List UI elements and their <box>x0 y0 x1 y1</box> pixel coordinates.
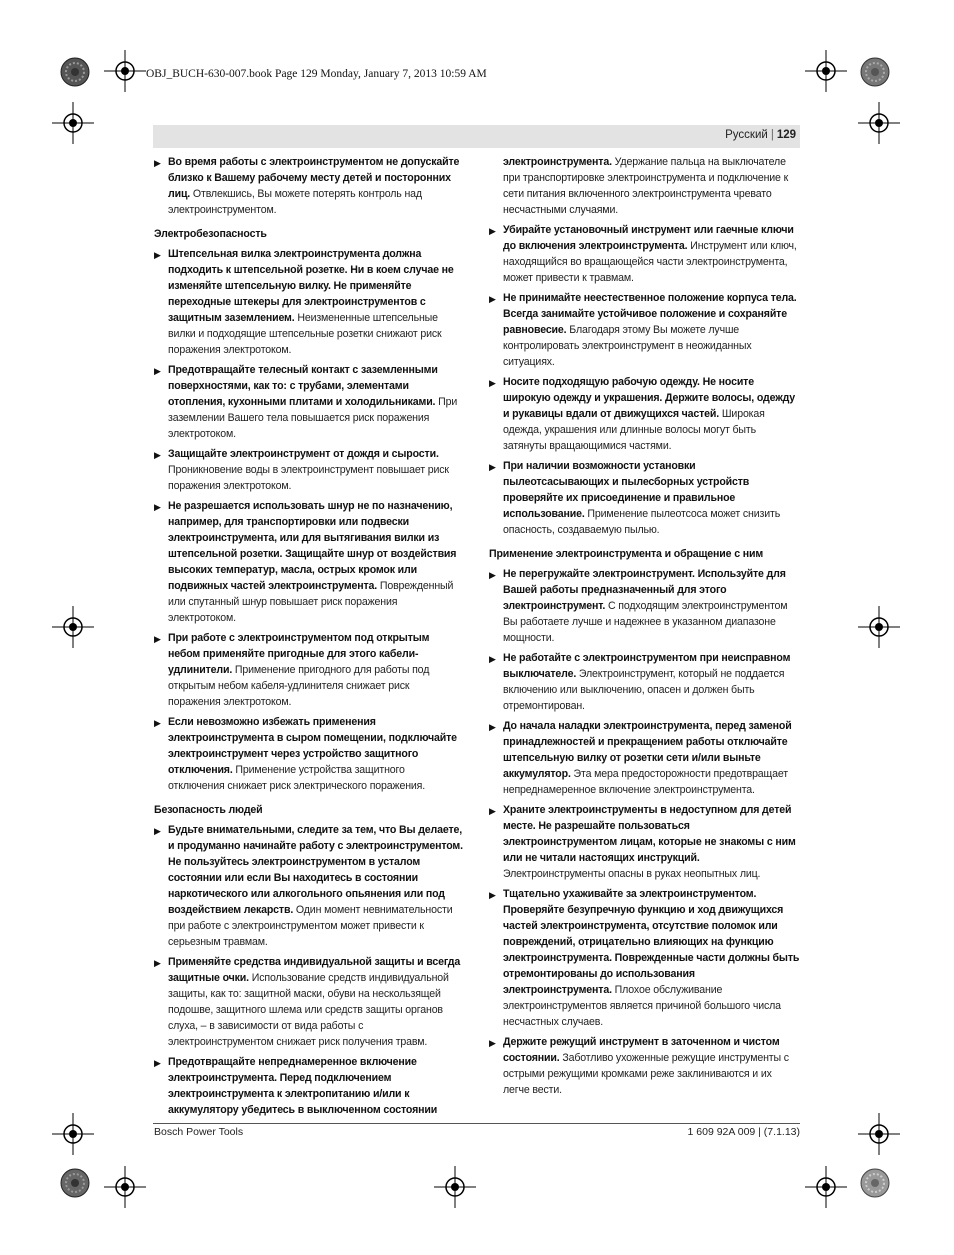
list-item <box>154 362 464 442</box>
item-text: Один момент невнимательности при работе с электроинструментом может привести к серьезным травмам. <box>168 904 453 948</box>
header-separator: | <box>770 129 774 141</box>
bullet-icon: ▶ <box>489 570 496 580</box>
calibration-disc-icon <box>60 57 90 87</box>
item-text: Широкая одежда, украшения или длинные волосы могут быть затянуты вращающимися частями. <box>503 408 765 452</box>
page-header <box>153 125 800 148</box>
item-text: Применение устройства защитного отключения снижает риск электрического поражения. <box>168 764 426 792</box>
calibration-disc-icon <box>60 1168 90 1198</box>
list-item <box>154 246 464 358</box>
registration-crosshair-icon <box>805 1166 847 1208</box>
list-item <box>154 154 464 218</box>
registration-crosshair-icon <box>52 1113 94 1155</box>
item-bold: Храните электроинструменты в недоступном для детей месте. Не разрешайте пользоваться электроинструментом лицам, которые не знакомы с ним или не читали настоящих инструкций. <box>503 804 796 864</box>
item-bold: Не работайте с электроинструментом при неисправном выключателе. <box>503 652 791 680</box>
header-text <box>725 129 796 141</box>
item-bold: электроинструмента. <box>503 156 612 168</box>
bullet-icon: ▶ <box>489 462 496 472</box>
item-text: С подходящим электроинструментом Вы работаете лучше и надежнее в указанном диапазоне мощности. <box>503 600 788 644</box>
item-bold: Держите режущий инструмент в заточенном и чистом состоянии. <box>503 1036 780 1064</box>
page-number: 129 <box>776 129 796 141</box>
registration-crosshair-icon <box>858 102 900 144</box>
list-item <box>154 446 464 494</box>
left-column <box>154 154 464 1122</box>
registration-crosshair-icon <box>104 1166 146 1208</box>
list-item <box>489 650 800 714</box>
item-bold: Не перегружайте электроинструмент. Используйте для Вашей работы предназначенный для этого электроинструмент. <box>503 568 786 612</box>
calibration-disc-icon <box>860 57 890 87</box>
bullet-icon: ▶ <box>154 158 161 168</box>
bullet-icon: ▶ <box>489 226 496 236</box>
list-item <box>489 458 800 538</box>
item-bold: При работе с электроинструментом под открытым небом применяйте пригодные для этого кабели-удлинители. <box>168 632 430 676</box>
footer-brand: Bosch Power Tools <box>154 1126 244 1138</box>
bullet-icon: ▶ <box>154 958 161 968</box>
right-column <box>489 154 800 1102</box>
bullet-icon: ▶ <box>154 502 161 512</box>
item-text: Удержание пальца на выключателе при транспортировке электроинструмента и подключение к сети питания включенного электроинструмента чревато несчастными случаями. <box>503 156 789 216</box>
item-text: Применение пылеотсоса может снизить опасность, создаваемую пылью. <box>503 508 781 536</box>
bullet-icon: ▶ <box>154 718 161 728</box>
item-bold: Защищайте электроинструмент от дождя и сырости. <box>168 448 439 460</box>
registration-crosshair-icon <box>858 1113 900 1155</box>
item-bold: Во время работы с электроинструментом не допускайте близко к Вашему рабочему месту детей и посторонних лиц. <box>168 156 460 200</box>
print-line: OBJ_BUCH-630-007.book Page 129 Monday, January 7, 2013 10:59 AM <box>146 68 487 80</box>
list-item <box>154 714 464 794</box>
item-text: Неизмененные штепсельные вилки и подходящие штепсельные розетки снижают риск поражения электротоком. <box>168 312 442 356</box>
calibration-disc-icon <box>860 1168 890 1198</box>
item-bold: Не принимайте неестественное положение корпуса тела. Всегда занимайте устойчивое положение и сохраняйте равновесие. <box>503 292 797 336</box>
item-bold: При наличии возможности установки пылеотсасывающих и пылесборных устройств проверяйте их присоединение и правильное использование. <box>503 460 750 520</box>
list-item <box>154 498 464 626</box>
item-bold: Штепсельная вилка электроинструмента должна подходить к штепсельной розетке. Ни в коем случае не изменяйте штепсельную вилку. Не применяйте переходные штекеры для электроинструментов с защитным заземлением. <box>168 248 454 324</box>
item-bold: Будьте внимательными, следите за тем, что Вы делаете, и продуманно начинайте работу с электроинструментом. Не пользуйтесь электроинструментом в усталом состоянии или если Вы находитесь в состоянии наркотического или алкогольного опьянения или под воздействием лекарств. <box>168 824 463 916</box>
registration-crosshair-icon <box>805 50 847 92</box>
bullet-icon: ▶ <box>154 1058 161 1068</box>
item-text: Проникновение воды в электроинструмент повышает риск поражения электротоком. <box>168 464 449 492</box>
item-text: Отвлекшись, Вы можете потерять контроль над электроинструментом. <box>168 188 422 216</box>
bullet-icon: ▶ <box>489 294 496 304</box>
item-bold: Тщательно ухаживайте за электроинструментом. Проверяйте безупречную функцию и ход движущихся частей электроинструмента, отсутствие поломок или повреждений, отрицательно влияющих на функцию электроинструмента. Поврежденные части должны быть отремонтированы до использования электроинструмента. <box>503 888 800 996</box>
item-bold: Убирайте установочный инструмент или гаечные ключи до включения электроинструмента. <box>503 224 794 252</box>
item-text: Благодаря этому Вы можете лучше контролировать электроинструмент в неожиданных ситуациях. <box>503 324 752 368</box>
list-item <box>489 886 800 1030</box>
bullet-icon: ▶ <box>489 378 496 388</box>
header-language: Русский <box>725 129 768 141</box>
item-bold: До начала наладки электроинструмента, перед заменой принадлежностей и прекращением работы отключайте штепсельную вилку от розетки сети и/или выньте аккумулятор. <box>503 720 792 780</box>
item-bold: Предотвращайте непреднамеренное включение электроинструмента. Перед подключением электроинструмента к электропитанию и/или к аккумулятору убедитесь в выключенном состоянии <box>168 1056 438 1116</box>
list-item <box>489 718 800 798</box>
bullet-icon: ▶ <box>489 722 496 732</box>
bullet-icon: ▶ <box>154 250 161 260</box>
item-text: Электроинструменты опасны в руках неопытных лиц. <box>503 868 761 880</box>
section-heading: Электробезопасность <box>154 228 267 240</box>
item-text: Применение пригодного для работы под открытым небом кабеля-удлинителя снижает риск поражения электротоком. <box>168 664 430 708</box>
registration-crosshair-icon <box>52 102 94 144</box>
continued-paragraph <box>489 154 800 218</box>
bullet-icon: ▶ <box>489 1038 496 1048</box>
section-heading: Применение электроинструмента и обращение с ним <box>489 548 764 560</box>
list-item <box>489 290 800 370</box>
bullet-icon: ▶ <box>154 366 161 376</box>
item-text: Заботливо ухоженные режущие инструменты с острыми режущими кромками реже заклиниваются и их легче вести. <box>503 1052 789 1096</box>
item-text: Плохое обслуживание электроинструментов является причиной большого числа несчастных случаев. <box>503 984 781 1028</box>
item-text: Эта мера предосторожности предотвращает непреднамеренное включение электроинструмента. <box>503 768 788 796</box>
list-item <box>154 1054 464 1118</box>
item-bold: Носите подходящую рабочую одежду. Не носите широкую одежду и украшения. Держите волосы, одежду и рукавицы вдали от движущихся частей. <box>503 376 796 420</box>
bullet-icon: ▶ <box>154 826 161 836</box>
item-text: Электроинструмент, который не поддается включению или выключению, опасен и должен быть отремонтирован. <box>503 668 785 712</box>
registration-crosshair-icon <box>434 1166 476 1208</box>
registration-crosshair-icon <box>52 606 94 648</box>
list-item <box>154 954 464 1050</box>
list-item <box>154 630 464 710</box>
item-text: Поврежденный или спутанный шнур повышает риск поражения электротоком. <box>168 580 454 624</box>
item-text: Использование средств индивидуальной защиты, как то: защитной маски, обуви на нескользящей подошве, защитного шлема или средств защиты органов слуха, – в зависимости от вида работы с электроинструментом снижает риск получения травм. <box>168 972 449 1048</box>
list-item <box>489 222 800 286</box>
item-text: Инструмент или ключ, находящийся во вращающейся части электроинструмента, может привести к травмам. <box>503 240 797 284</box>
footer-divider <box>153 1123 800 1124</box>
bullet-icon: ▶ <box>489 890 496 900</box>
item-bold: Если невозможно избежать применения электроинструмента в сыром помещении, подключайте электроинструмент через устройство защитного отключения. <box>168 716 457 776</box>
bullet-icon: ▶ <box>489 654 496 664</box>
registration-crosshair-icon <box>104 50 146 92</box>
bullet-icon: ▶ <box>154 634 161 644</box>
list-item <box>489 1034 800 1098</box>
footer-document-number: 1 609 92A 009 | (7.1.13) <box>687 1126 800 1138</box>
bullet-icon: ▶ <box>154 450 161 460</box>
item-bold: Предотвращайте телесный контакт с заземленными поверхностями, как то: с трубами, элементами отопления, кухонными плитами и холодильниками. <box>168 364 438 408</box>
section-heading: Безопасность людей <box>154 804 263 816</box>
bullet-icon: ▶ <box>489 806 496 816</box>
item-bold: Не разрешается использовать шнур не по назначению, например, для транспортировки или подвески электроинструмента, или для вытягивания вилки из штепсельной розетки. Защищайте шнур от воздействия высоких температур, масла, острых кромок или подвижных частей электроинструмента. <box>168 500 457 592</box>
item-text: При заземлении Вашего тела повышается риск поражения электротоком. <box>168 396 458 440</box>
list-item <box>489 566 800 646</box>
list-item <box>489 374 800 454</box>
registration-crosshair-icon <box>858 606 900 648</box>
list-item <box>489 802 800 882</box>
list-item <box>154 822 464 950</box>
item-bold: Применяйте средства индивидуальной защиты и всегда защитные очки. <box>168 956 461 984</box>
